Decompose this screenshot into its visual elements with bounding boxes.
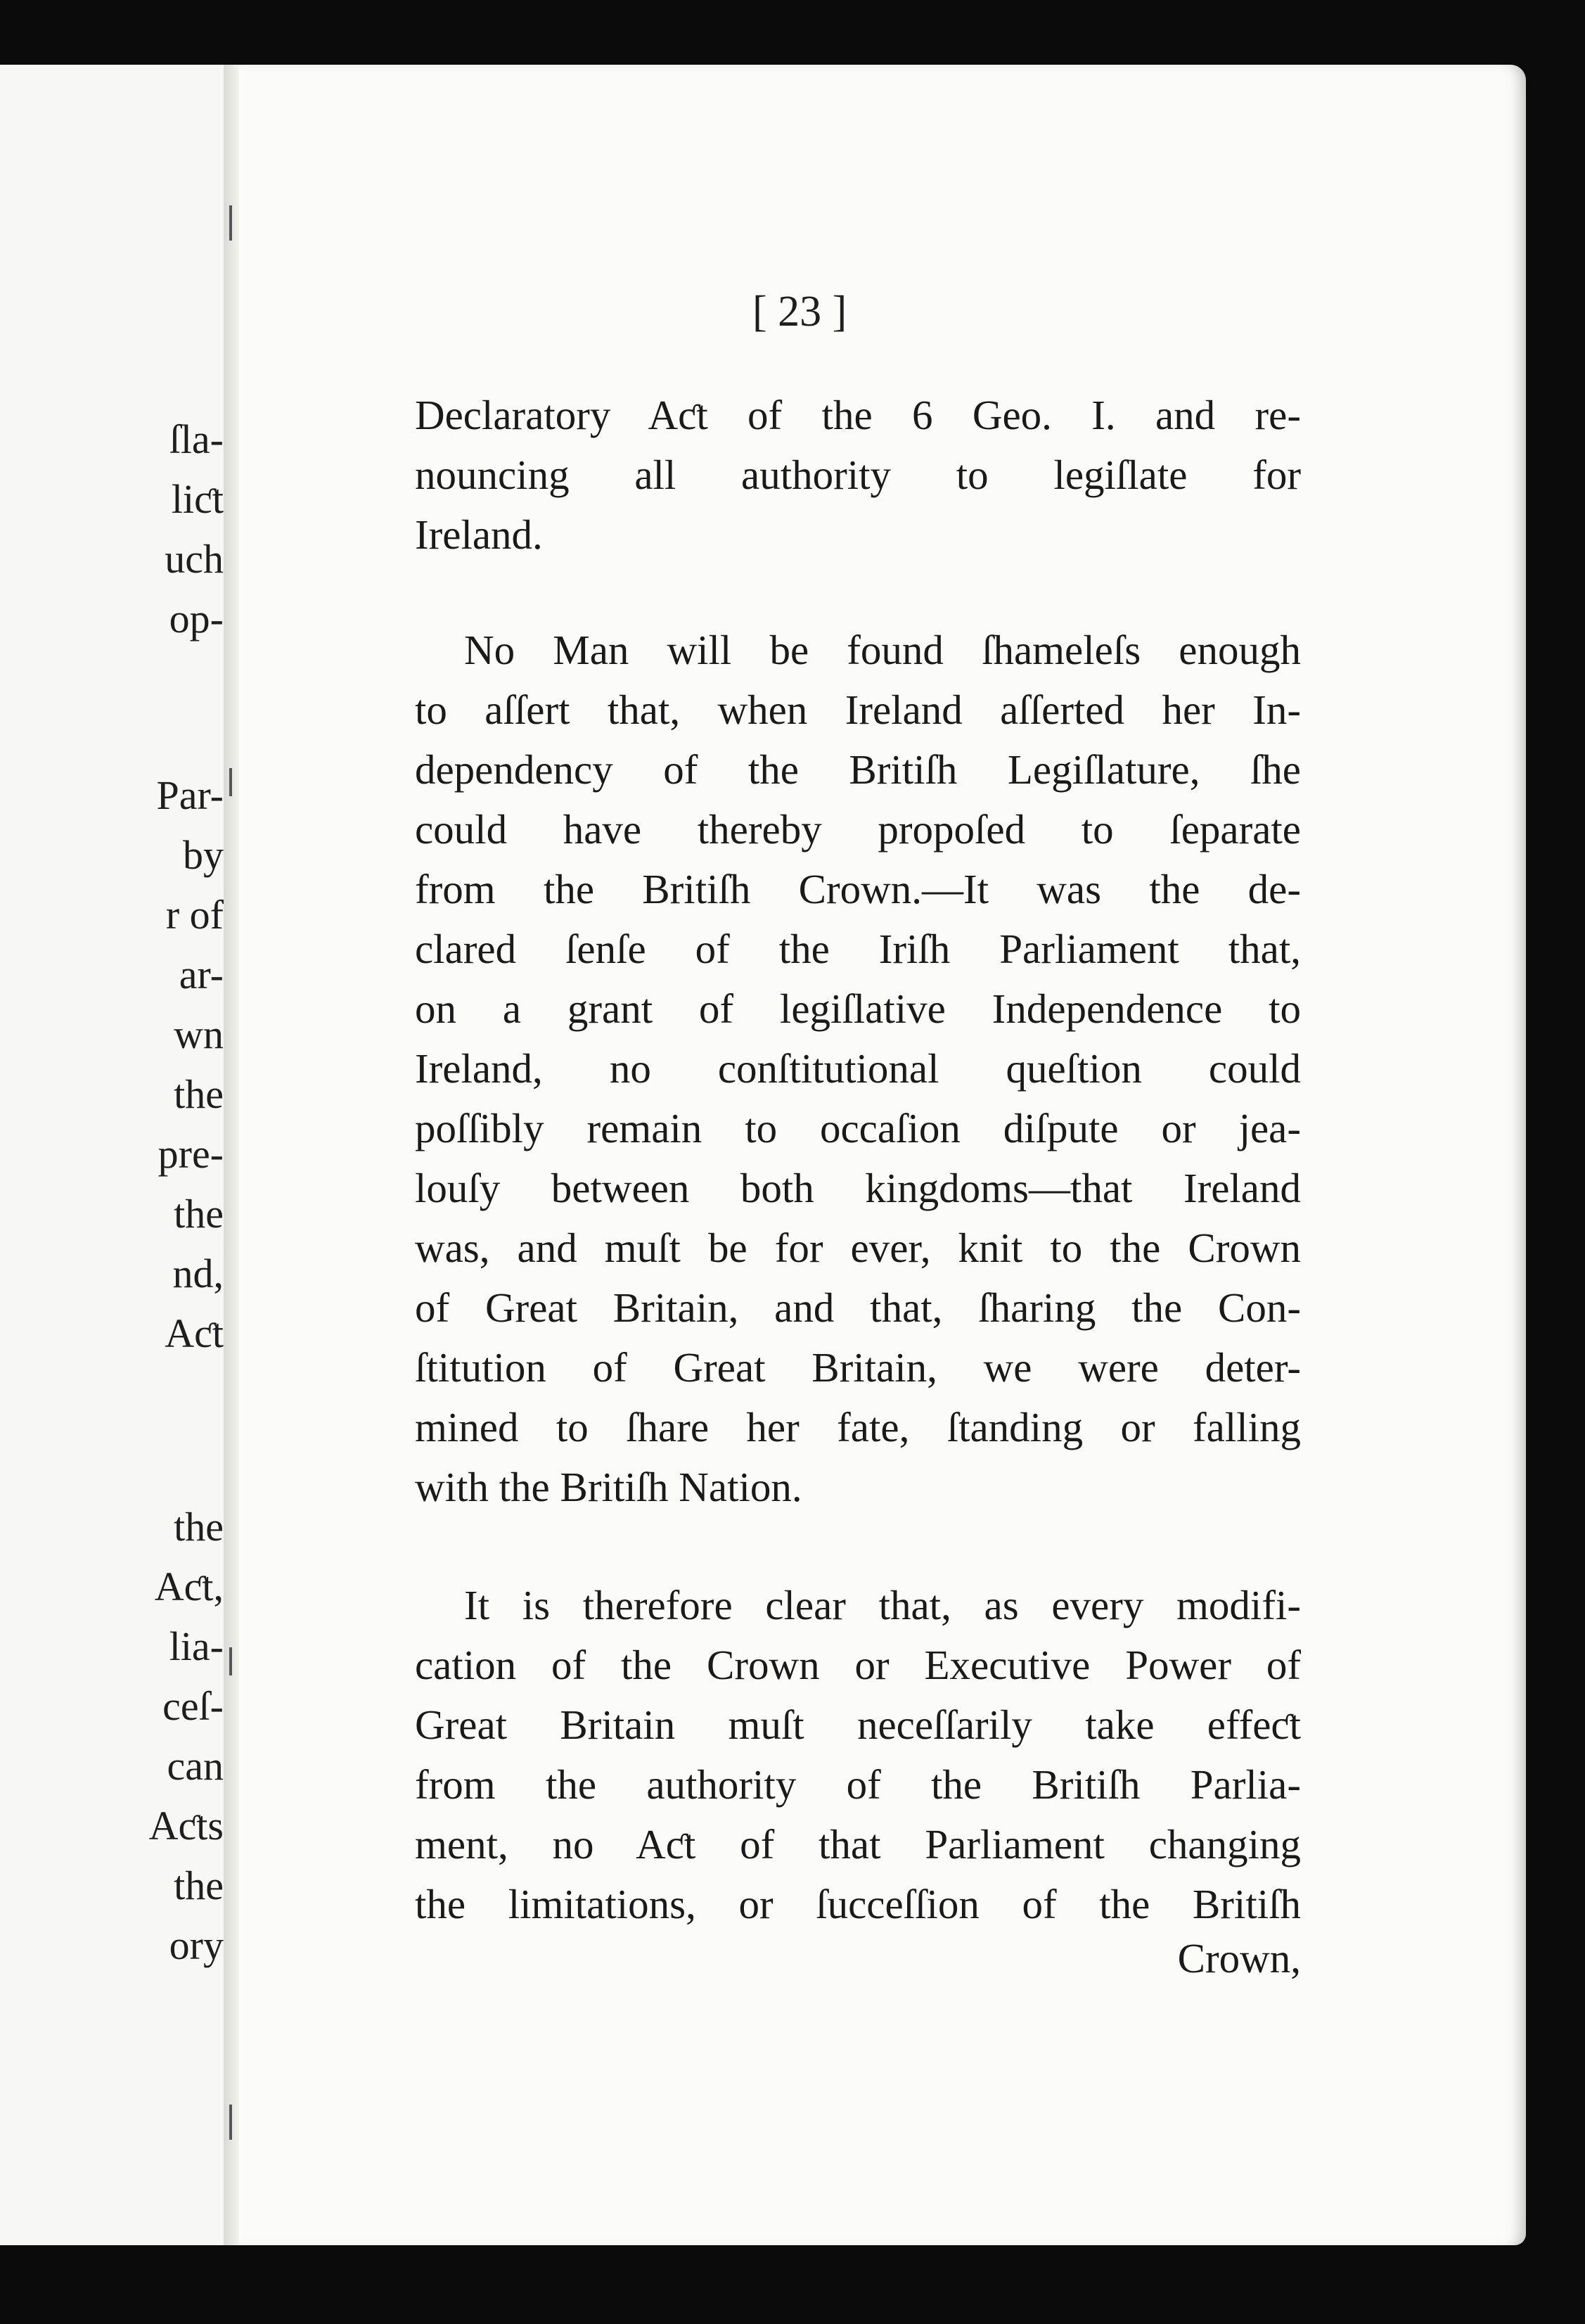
text-line: ment, no Aƈt of that Parliament changing (415, 1821, 1301, 1868)
text-line: No Man will be found ſhameleſs enough (464, 627, 1301, 673)
text-line: Great Britain muſt neceſſarily take effeƈt (415, 1702, 1301, 1748)
left-fragment: the (174, 1071, 224, 1117)
left-fragment: r of (165, 892, 224, 938)
text-line: from the Britiſh Crown.—It was the de- (415, 866, 1301, 912)
stitch-mark (229, 768, 232, 796)
left-fragment: ſla- (169, 416, 224, 462)
left-fragment: lia- (169, 1623, 224, 1669)
text-line: to aſſert that, when Ireland aſſerted her In- (415, 687, 1301, 733)
left-fragment: by (183, 832, 224, 878)
catchword: Crown, (1177, 1935, 1301, 1981)
text-line: from the authority of the Britiſh Parlia- (415, 1761, 1301, 1808)
text-line: Ireland, no conſtitutional queſtion could (415, 1045, 1301, 1092)
text-line: nouncing all authority to legiſlate for (415, 452, 1301, 498)
paragraph (415, 620, 1301, 1517)
text-line: of Great Britain, and that, ſharing the Con- (415, 1284, 1301, 1331)
left-fragment: can (167, 1743, 224, 1789)
text-line: mined to ſhare her fate, ſtanding or falling (415, 1404, 1301, 1450)
text-line: could have thereby propoſed to ſeparate (415, 806, 1301, 853)
left-fragment: the (174, 1863, 224, 1908)
left-fragment: wn (174, 1011, 224, 1057)
text-line: with the Britiſh Nation. (415, 1464, 802, 1510)
left-fragment: op- (169, 596, 224, 641)
paragraph (415, 1576, 1301, 1934)
text-line: It is therefore clear that, as every modifi- (464, 1582, 1301, 1628)
page-number: [ 23 ] (752, 288, 847, 336)
left-fragment: Aƈt (165, 1310, 224, 1356)
left-fragment: pre- (158, 1131, 224, 1177)
left-fragment: nd, (172, 1251, 224, 1296)
left-page (0, 65, 226, 2245)
text-line: on a grant of legiſlative Independence to (415, 985, 1301, 1032)
text-line: poſſibly remain to occaſion diſpute or jea- (415, 1105, 1301, 1151)
text-line: was, and muſt be for ever, knit to the Crown (415, 1225, 1301, 1271)
left-fragment: Aƈts (148, 1803, 224, 1849)
left-fragment: ory (169, 1922, 224, 1968)
left-fragment: Par- (156, 772, 224, 818)
stitch-mark (229, 205, 232, 241)
text-line: louſy between both kingdoms—that Ireland (415, 1165, 1301, 1211)
text-line: Declaratory Aƈt of the 6 Geo. I. and re- (415, 392, 1301, 438)
text-line: clared ſenſe of the Iriſh Parliament that, (415, 926, 1301, 972)
text-line: Ireland. (415, 511, 543, 558)
text-line: the limitations, or ſucceſſion of the Britiſh (415, 1881, 1301, 1927)
text-line: cation of the Crown or Executive Power of (415, 1642, 1301, 1688)
book-gutter (224, 65, 239, 2245)
left-fragment: ceſ- (162, 1683, 224, 1729)
left-fragment: Aƈt, (154, 1564, 224, 1609)
left-fragment: liƈt (171, 476, 224, 522)
left-fragment: the (174, 1191, 224, 1237)
text-line: dependency of the Britiſh Legiſlature, ſhe (415, 746, 1301, 793)
stitch-mark (229, 1647, 232, 1675)
left-fragment: ar- (179, 952, 224, 997)
text-line: ſtitution of Great Britain, we were deter- (415, 1344, 1301, 1391)
paragraph (415, 385, 1301, 565)
left-fragment: the (174, 1504, 224, 1550)
left-fragment: uch (165, 536, 224, 582)
stitch-mark (229, 2105, 232, 2140)
